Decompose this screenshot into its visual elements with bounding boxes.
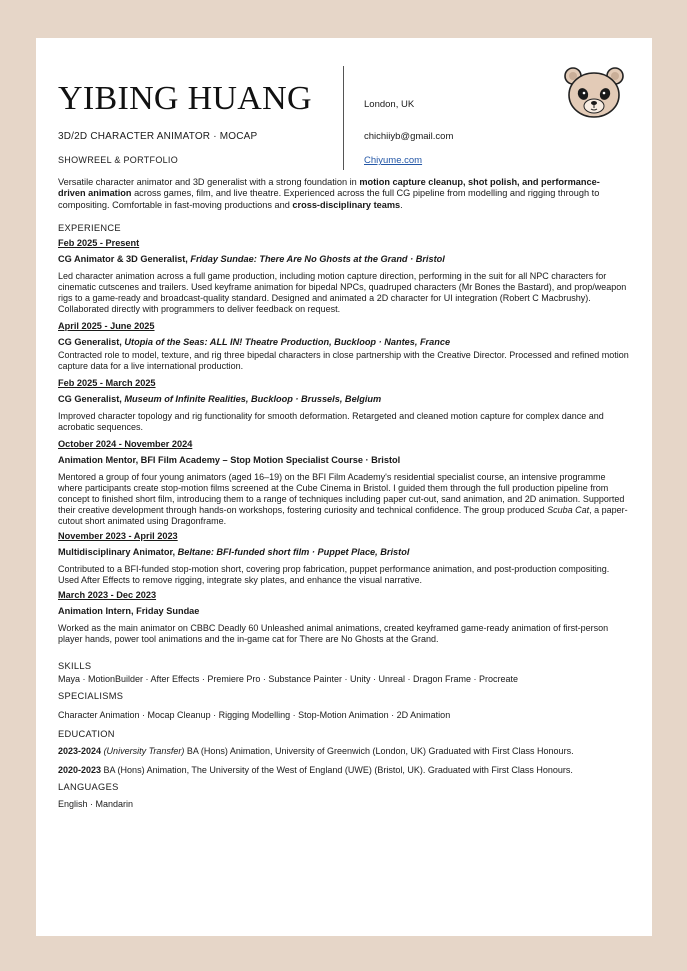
panda-bear-icon: [562, 64, 626, 120]
languages-heading: LANGUAGES: [58, 782, 119, 792]
email[interactable]: chichiiyb@gmail.com: [364, 131, 454, 142]
job-title-line: CG Animator & 3D Generalist, Friday Sundae: There Are No Ghosts at the Grand · Bristol: [58, 254, 445, 264]
education-heading: EDUCATION: [58, 729, 115, 739]
resume-body: [58, 223, 630, 816]
skills-list: Maya · MotionBuilder · After Effects · Premiere Pro · Substance Painter · Unity · Unreal · Dragon Frame · Procreate: [58, 674, 518, 684]
specialisms-heading: SPECIALISMS: [58, 691, 124, 701]
header-divider: [343, 66, 344, 170]
languages-list: English · Mandarin: [58, 799, 134, 809]
job-description: Improved character topology and rig functionality for smooth deformation. Retargeted and cleaned motion capture for complex dance and acrobatic sequences.: [58, 411, 604, 432]
job-title-line: Animation Intern, Friday Sundae: [58, 606, 200, 616]
job-entry: [58, 238, 630, 315]
education-item: 2023-2024 (University Transfer) BA (Hons) Animation, University of Greenwich (London, UK) Graduated with First Class Honours.: [58, 746, 574, 756]
showreel-link[interactable]: SHOWREEL & PORTFOLIO: [58, 155, 179, 165]
job-entry: [58, 378, 630, 433]
job-title: 3D/2D CHARACTER ANIMATOR · MOCAP: [58, 131, 258, 142]
job-title-line: Animation Mentor, BFI Film Academy – Stop Motion Specialist Course · Bristol: [58, 455, 401, 465]
job-date: March 2023 - Dec 2023: [58, 590, 157, 600]
job-description: Mentored a group of four young animators (aged 16–19) on the BFI Film Academy's residential specialist course, an intensive programme where participants create stop-motion films screened at the Cube Cinema in Bristol. I guided them through the full production pipeline from concept to finished short film, introducing them to a range of techniques including paper cut-out, sand animation, and 2D animation. Supported their creative development through hands-on workshops, fostering curiosity and technical confidence. The group produced Scuba Cat, a paper-cutout short animated using Dragonframe.: [58, 472, 628, 526]
job-description: Contracted role to model, texture, and rig three bipedal characters in close partnership with the Creative Director. Processed and refined motion capture data for a live international production.: [58, 350, 629, 371]
job-entry: [58, 321, 630, 372]
candidate-name: YIBING HUANG: [58, 80, 312, 117]
website-link[interactable]: Chiyume.com: [364, 155, 423, 166]
experience-heading: EXPERIENCE: [58, 223, 121, 233]
job-title-line: Multidisciplinary Animator, Beltane: BFI-funded short film · Puppet Place, Bristol: [58, 547, 410, 557]
profile-summary: Versatile character animator and 3D generalist with a strong foundation in motion capture cleanup, shot polish, and performance-driven animation across games, film, and live theatre. Experienced across the full CG pipeline from modelling and rigging through to compositing. Comfortable in fast-moving productions and cross-disciplinary teams.: [58, 177, 600, 210]
specialisms-list: Character Animation · Mocap Cleanup · Rigging Modelling · Stop-Motion Animation · 2D Animation: [58, 710, 451, 720]
job-date: Feb 2025 - Present: [58, 238, 140, 248]
job-title-line: CG Generalist, Museum of Infinite Realities, Buckloop · Brussels, Belgium: [58, 394, 382, 404]
location: London, UK: [364, 99, 415, 110]
job-date: November 2023 - April 2023: [58, 531, 178, 541]
job-description: Worked as the main animator on CBBC Deadly 60 Unleashed animal animations, created keyframed game-ready animation of first-person player hands, power tool animations and the in-game cat for There are No Ghosts at the Grand.: [58, 623, 609, 644]
job-date: October 2024 - November 2024: [58, 439, 193, 449]
resume-page: [36, 38, 652, 936]
job-description: Led character animation across a full game production, including motion capture direction, performing in the suit for all NPC characters for cinematic cutscenes and trailers. Used keyframe animation for bipedal NPCs, quadruped characters (Mr Bones the Bastard), and prop/weapon rigs to a game-ready and broadcast-quality standard. Designed and animated a 2D character for UI integration (Robert C Macbrushy). Collaborated directly with programmers to deliver feedback on request.: [58, 271, 627, 314]
skills-heading: SKILLS: [58, 661, 92, 671]
job-description: Contributed to a BFI-funded stop-motion short, covering prop fabrication, puppet performance animation, and post-production compositing. Used After Effects to remove rigging, integrate sky plates, and enhance the visual narrative.: [58, 564, 610, 585]
job-entry: [58, 531, 630, 586]
job-entry: [58, 590, 630, 645]
job-title-line: CG Generalist, Utopia of the Seas: ALL IN! Theatre Production, Buckloop · Nantes, France: [58, 337, 451, 347]
education-item: 2020-2023 BA (Hons) Animation, The University of the West of England (UWE) (Bristol, UK). Graduated with First Class Honours.: [58, 765, 573, 775]
job-date: April 2025 - June 2025: [58, 321, 155, 331]
job-entry: [58, 439, 630, 527]
job-date: Feb 2025 - March 2025: [58, 378, 156, 388]
